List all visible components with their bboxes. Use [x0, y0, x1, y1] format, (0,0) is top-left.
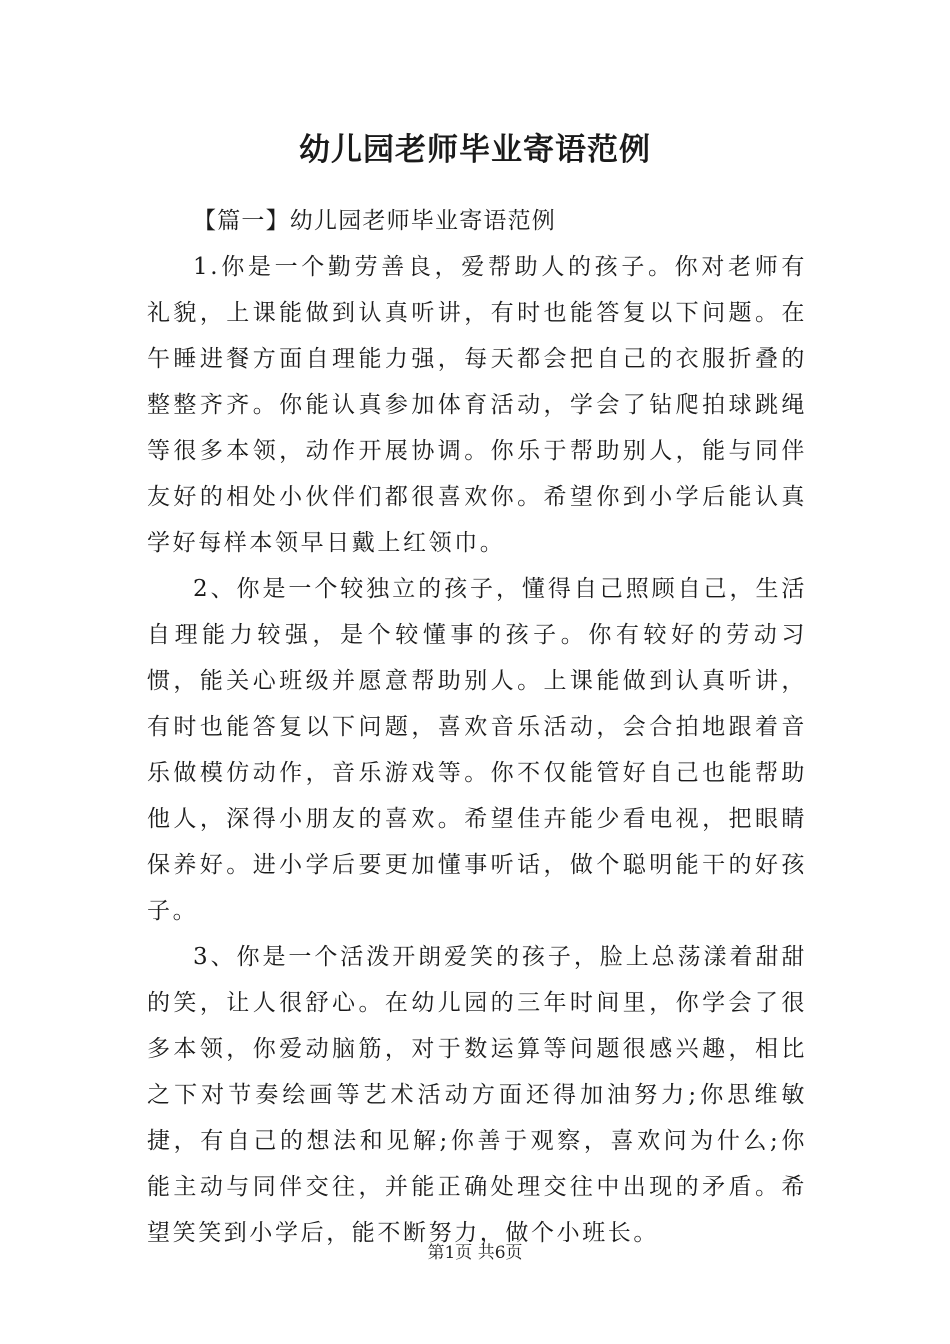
section-heading: 【篇一】幼儿园老师毕业寄语范例: [193, 208, 556, 234]
document-title: 幼儿园老师毕业寄语范例: [299, 132, 651, 168]
document-body: [147, 198, 807, 1256]
paragraph-2: 2、你是一个较独立的孩子，懂得自己照顾自己，生活自理能力较强，是个较懂事的孩子。你有较好的劳动习惯，能关心班级并愿意帮助别人。上课能做到认真听讲，有时也能答复以下问题，喜欢音乐活动，会合拍地跟着音乐做模仿动作，音乐游戏等。你不仅能管好自己也能帮助他人，深得小朋友的喜欢。希望佳卉能少看电视，把眼睛保养好。进小学后要更加懂事听话，做个聪明能干的好孩子。: [147, 576, 807, 924]
page-footer: 第1页 共6页: [427, 1243, 523, 1263]
paragraph-1: 1.你是一个勤劳善良，爱帮助人的孩子。你对老师有礼貌，上课能做到认真听讲，有时也能答复以下问题。在午睡进餐方面自理能力强，每天都会把自己的衣服折叠的整整齐齐。你能认真参加体育活动，学会了钻爬拍球跳绳等很多本领，动作开展协调。你乐于帮助别人，能与同伴友好的相处小伙伴们都很喜欢你。希望你到小学后能认真学好每样本领早日戴上红领巾。: [147, 254, 807, 556]
paragraph-3: 3、你是一个活泼开朗爱笑的孩子，脸上总荡漾着甜甜的笑，让人很舒心。在幼儿园的三年时间里，你学会了很多本领，你爱动脑筋，对于数运算等问题很感兴趣，相比之下对节奏绘画等艺术活动方面还得加油努力;你思维敏捷，有自己的想法和见解;你善于观察，喜欢问为什么;你能主动与同伴交往，并能正确处理交往中出现的矛盾。希望笑笑到小学后，能不断努力，做个小班长。: [147, 944, 807, 1246]
